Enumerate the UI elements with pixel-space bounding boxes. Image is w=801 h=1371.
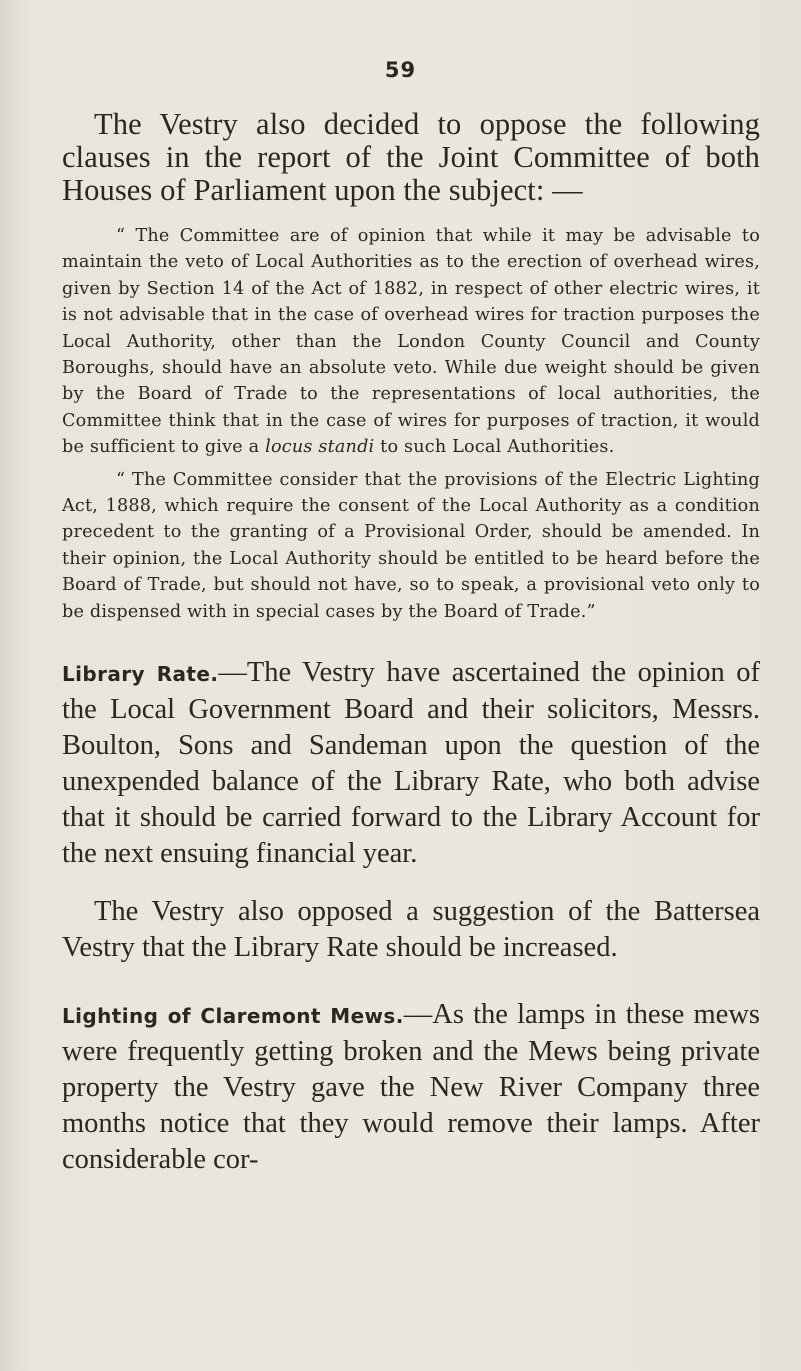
battersea-paragraph: The Vestry also opposed a suggestion of the Battersea Vestry that the Library Rate should be increased.: [62, 896, 760, 964]
claremont-mews-heading: Lighting of Claremont Mews.: [62, 1004, 404, 1029]
claremont-mews-paragraph: [62, 997, 760, 1178]
library-rate-paragraph: [62, 655, 760, 872]
quote-paragraph-electric-lighting: “ The Committee consider that the provisions of the Electric Lighting Act, 1888, which require the consent of the Local Authority as a condition precedent to the granting of a Provisional Order, should be amended. In their opinion, the Local Authority should be entitled to be heard before the Board of Trade, but should not have, so to speak, a provisional veto only to be dispensed with in special cases by the Board of Trade.”: [62, 469, 760, 622]
quote-text-end: to such Local Authorities.: [380, 437, 615, 458]
page-body: [62, 108, 760, 1178]
quote-paragraph-overhead-wires: [62, 223, 760, 461]
quote-text: “ The Committee are of opinion that while it may be advisable to maintain the veto of Local Authorities as to the erection of overhead wires, given by Section 14 of the Act of 1882, in respect of other electric wires, it is not advisable that in the case of overhead wires for traction purposes the Local Authority, other than the London County Council and County Boroughs, should have an absolute veto. While due weight should be given by the Board of Trade to the representations of local authorities, the Committee think that in the case of wires for purposes of traction, it would be sufficient to give a: [62, 226, 760, 458]
library-rate-heading: Library Rate.: [62, 662, 219, 687]
quote-italic-phrase: locus standi: [265, 437, 375, 458]
library-rate-text: —The Vestry have ascertained the opinion of the Local Government Board and their solicitors, Messrs. Boulton, Sons and Sandeman upon the question of the unexpended balance of the Library Rate, who both advise that it should be carried forward to the Library Account for the next ensuing financial year.: [62, 657, 760, 870]
page-number: 59: [384, 58, 417, 82]
claremont-mews-text: —As the lamps in these mews were frequently getting broken and the Mews being private property the Vestry gave the New River Company three months notice that they would remove their lamps. After considerable cor-: [62, 999, 760, 1176]
intro-paragraph: The Vestry also decided to oppose the following clauses in the report of the Joint Committee of both Houses of Parliament upon the subject: —: [62, 107, 760, 207]
